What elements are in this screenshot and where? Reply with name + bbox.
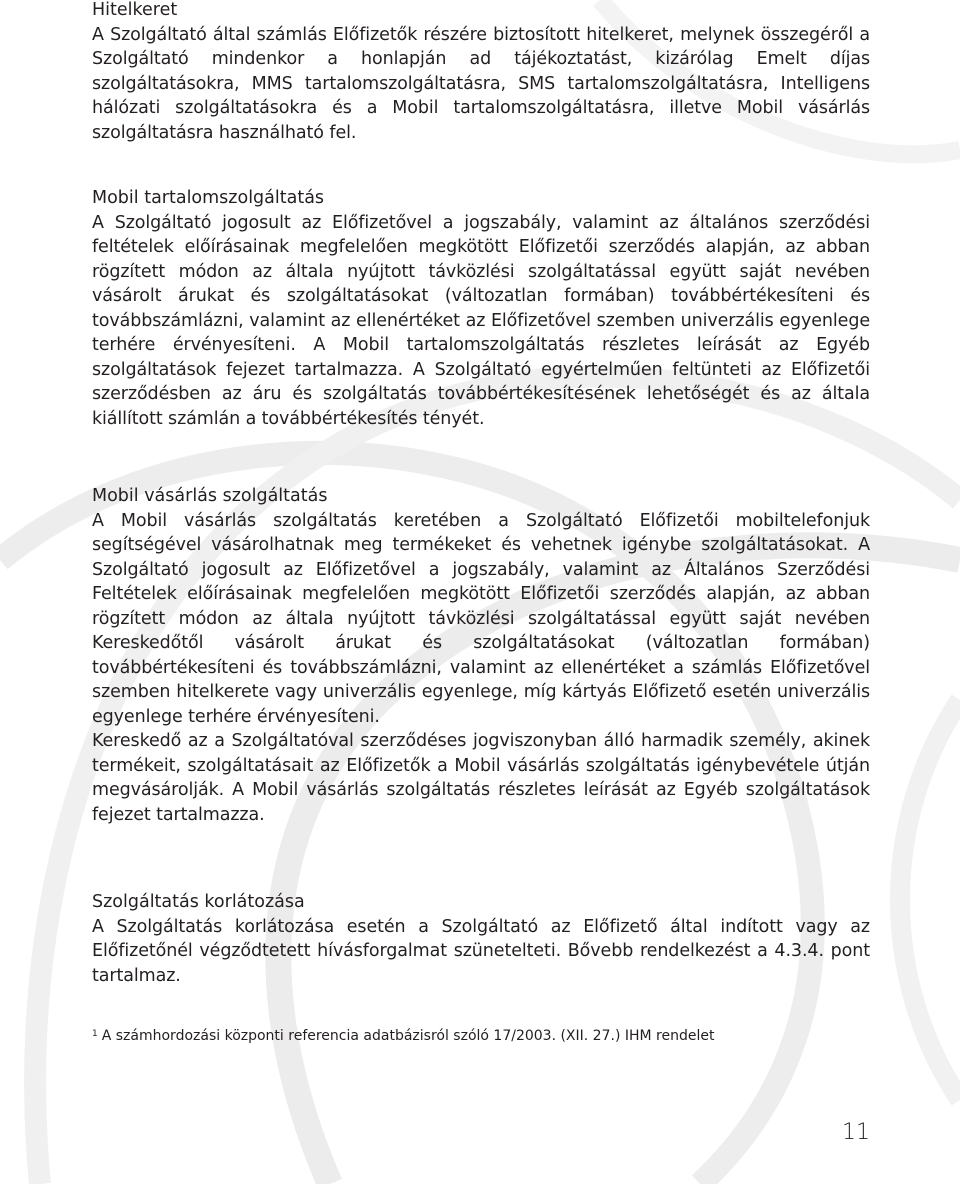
section-title: Szolgáltatás korlátozása xyxy=(92,892,305,912)
section-title: Mobil vásárlás szolgáltatás xyxy=(92,486,328,506)
section-mobil-tartalomszolgaltatas xyxy=(92,186,870,431)
section-szolgaltatas-korlatozasa xyxy=(92,890,870,988)
footnote-marker: 1 xyxy=(92,1029,98,1039)
paragraph: A Szolgáltató jogosult az Előfizetővel a jogszabály, valamint az általános szerződési feltételek előírásainak megfelelően megkötött Előfizetői szerződés alapján, az abban rögzített módon az általa nyújtott távközlési szolgáltatással együtt saját nevében vásárolt árukat és szolgáltatásokat (változatlan formában) továbbértékesíteni és továbbszámlázni, valamint az ellenértéket az Előfizetővel szemben univerzális egyenlege terhére érvényesíteni. A Mobil tartalomszolgáltatás részletes leírását az Egyéb szolgáltatások fejezet tartalmazza. A Szolgáltató egyértelműen feltünteti az Előfizetői szerződésben az áru és szolgáltatás továbbértékesítésének lehetőségét és az általa kiállított számlán a továbbértékesítés tényét. xyxy=(92,212,870,429)
section-hitelkeret xyxy=(92,0,870,145)
paragraph: Kereskedő az a Szolgáltatóval szerződéses jogviszonyban álló harmadik személy, akinek termékeit, szolgáltatásait az Előfizetők a Mobil vásárlás szolgáltatás igénybevétele útján megvásárolják. A Mobil vásárlás szolgáltatás részletes leírását az Egyéb szolgáltatások fejezet tartalmazza. xyxy=(92,731,870,825)
section-mobil-vasarlas xyxy=(92,484,870,827)
footnote xyxy=(92,1026,870,1046)
paragraph: A Szolgáltatás korlátozása esetén a Szolgáltató az Előfizető által indított vagy az Előfizetőnél végződtetett hívásforgalmat szünetelteti. Bővebb rendelkezést a 4.3.4. pont tartalmaz. xyxy=(92,916,870,986)
paragraph: A Szolgáltató által számlás Előfizetők részére biztosított hitelkeret, melynek összegéről a Szolgáltató mindenkor a honlapján ad tájékoztatást, kizárólag Emelt díjas szolgáltatásokra, MMS tartalomszolgáltatásra, SMS tartalomszolgáltatásra, Intelligens hálózati szolgáltatásokra és a Mobil tartalomszolgáltatásra, illetve Mobil vásárlás szolgáltatásra használható fel. xyxy=(92,24,870,143)
footnote-text: A számhordozási központi referencia adatbázisról szóló 17/2003. (XII. 27.) IHM rendelet xyxy=(101,1028,715,1044)
paragraph: A Mobil vásárlás szolgáltatás keretében a Szolgáltató Előfizetői mobiltelefonjuk segítségével vásárolhatnak meg termékeket és vehetnek igénybe szolgáltatásokat. A Szolgáltató jogosult az Előfizetővel a jogszabály, valamint az Általános Szerződési Feltételek előírásainak megfelelően megkötött Előfizetői szerződés alapján, az abban rögzített módon az általa nyújtott távközlési szolgáltatással együtt saját nevében Kereskedőtől vásárolt árukat és szolgáltatásokat (változatlan formában) továbbértékesíteni és továbbszámlázni, valamint az ellenértéket a számlás Előfizetővel szemben hitelkerete vagy univerzális egyenlege, míg kártyás Előfizető esetén univerzális egyenlege terhére érvényesíteni. xyxy=(92,510,870,727)
section-title: Mobil tartalomszolgáltatás xyxy=(92,188,325,208)
section-title: Hitelkeret xyxy=(92,0,178,20)
page-number: 11 xyxy=(842,1120,870,1145)
